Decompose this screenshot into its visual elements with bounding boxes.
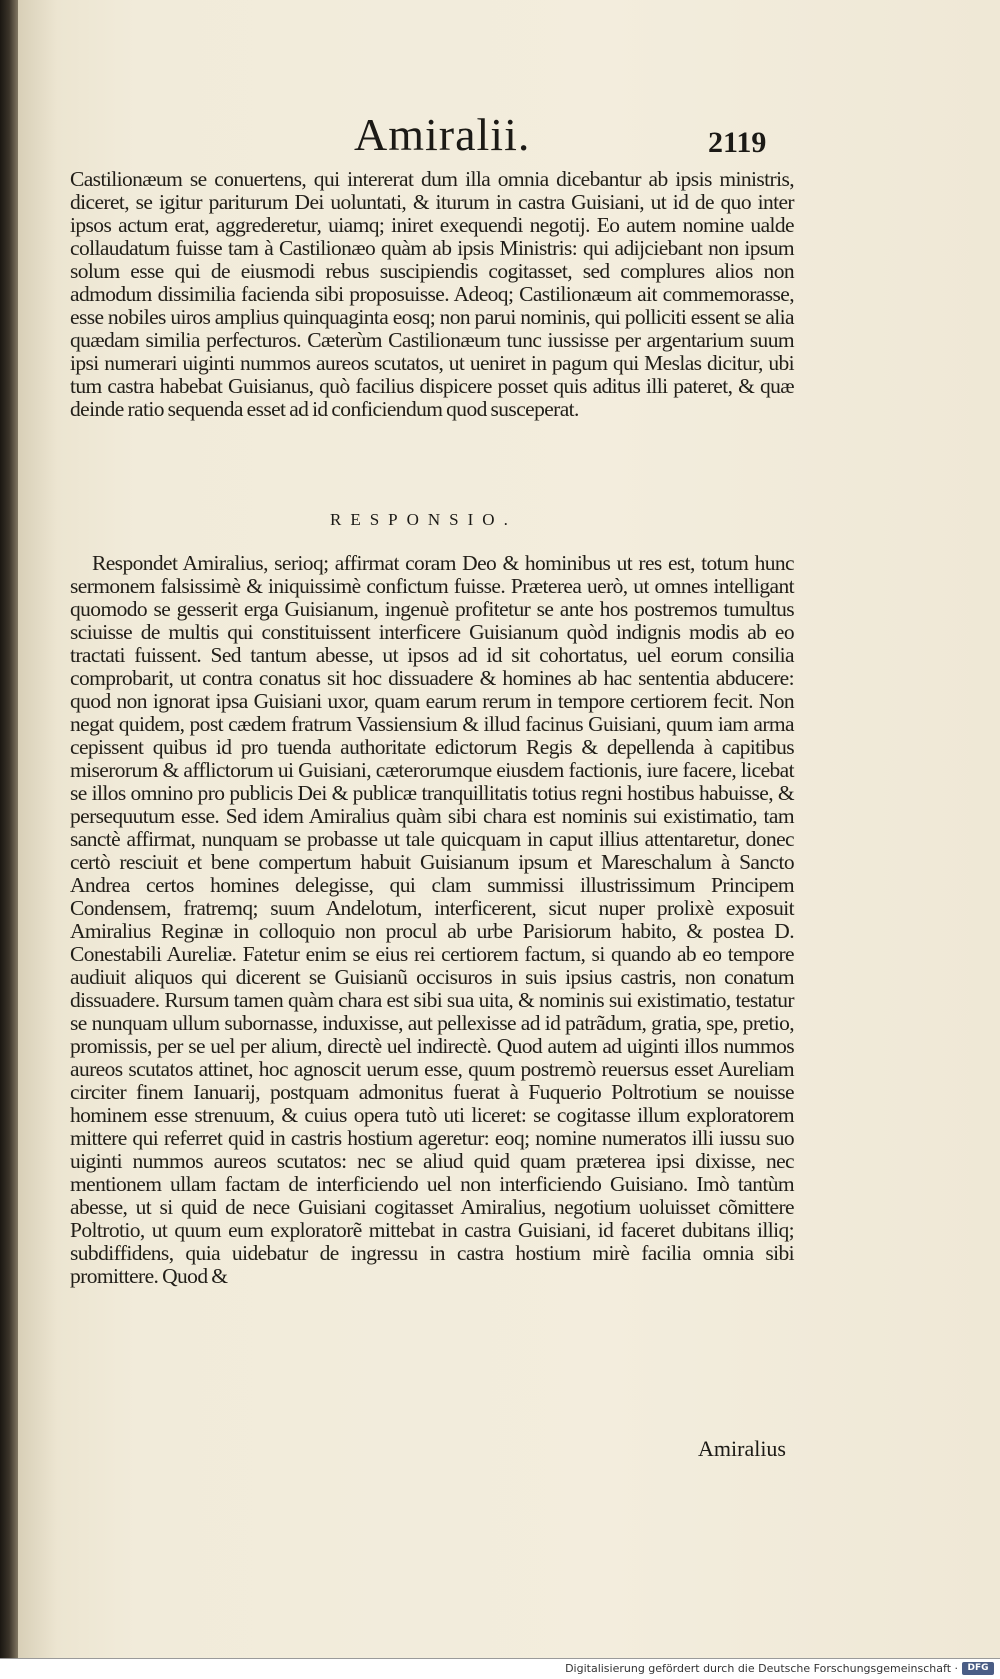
funding-credit: Digitalisierung gefördert durch die Deutsche Forschungsgemeinschaft · bbox=[565, 1662, 958, 1675]
dfg-logo-icon: DFG bbox=[962, 1662, 994, 1675]
catchword: Amiralius bbox=[698, 1436, 786, 1461]
scanned-page bbox=[18, 0, 1000, 1658]
section-heading: RESPONSIO. bbox=[330, 510, 517, 529]
body-paragraph: Respondet Amiralius, serioq; affirmat coram Deo & hominibus ut res est, totum hunc sermonem falsissimè & iniquissimè confictum fuisse. Præterea uerò, ut omnes intelligant quomodo se gesserit erga Guisianum, ingenuè profitetur se ante hos postremos tumultus sciuisse de multis qui constituissent interficere Guisianum quòd indignis modis ab eo tractati fuissent. Sed tantum abesse, ut ipsos ad id sit cohortatus, uel eorum consilia comprobarit, ut contra conatus sit hoc dissuadere & homines ab hac sententia abducere: quod non ignorat ipsa Guisiani uxor, quam earum rerum in tempore certiorem fecit. Non negat quidem, post cædem fratrum Vassiensium & illud facinus Guisiani, quum iam arma cepissent quibus id pro tuenda authoritate edictorum Regis & depellenda à capitibus miserorum & afflictorum ui Guisiani, cæterorumque eiusdem factionis, iure facere, licebat se illos omnino pro publicis Dei & publicæ tranquillitatis totius regni hostibus habuisse, & persequutum esse. Sed idem Amiralius quàm sibi chara est nominis sui existimatio, tam sanctè affirmat, nunquam se probasse ut tale quicquam in caput illius attentaretur, donec certò resciuit et bene compertum habuit Guisianum ipsum et Mareschalum à Sancto Andrea certos homines delegisse, qui clam summissi illustrissimum Principem Condensem, fratremq; suum Andelotum, interficerent, sicut nuper prolixè exposuit Amiralius Reginæ in colloquio non procul ab urbe Parisiorum habito, & postea D. Conestabili Aureliæ. Fatetur enim se eius rei certiorem factum, si quando ab eo tempore audiuit aliquos qui dicerent se Guisianũ occisuros in suis ipsius castris, non conatum dissuadere. Rursum tamen quàm chara est sibi sua uita, & nominis sui existimatio, testatur se nunquam ullum subornasse, induxisse, aut pellexisse ad id patrãdum, gratia, spe, pretio, promissis, per se uel per alium, directè uel indirectè. Quod autem ad uiginti illos nummos aureos scutatos attinet, hoc agnoscit uerum esse, quum postremò reuersus esset Aureliam circiter finem Ianuarij, postquam admonitus fuerat à Fuquerio Poltrotium se nouisse hominem esse strenuum, & cuius opera tutò uti liceret: se cogitasse illum exploratorem mittere qui referret quid in castris hostium ageretur: eoq; nomine numeratos illi iussu suo uiginti nummos aureos scutatos: nec se aliud quid quam præterea ipsi dixisse, nec mentionem ullam factam de interficiendo uel non interficiendo Guisiano. Imò tantùm abesse, ut si quid de nece Guisiani cogitasset Amiralius, negotium uoluisset cõmittere Poltrotio, ut quum eum exploratorẽ mittebat in castra Guisiani, id faceret dubitans illiq; subdiffidens, quia uidebatur de ingressu in castra hostium mirè facilia omnia sibi promittere. Quod & bbox=[70, 551, 794, 1288]
page-number: 2119 bbox=[708, 126, 767, 159]
running-title: Amiralii. bbox=[354, 109, 531, 160]
digitization-footer bbox=[0, 1658, 1000, 1679]
body-paragraph: Castilionæum se conuertens, qui intererat dum illa omnia dicebantur ab ipsis ministris, diceret, se igitur pariturum Dei uoluntati, & iturum in castra Guisiani, ut id de quo inter ipsos actum erat, aggrederetur, uiamq; iniret exequendi negotij. Eo autem nomine ualde collaudatum fuisse tam à Castilionæo quàm ab ipsis Ministris: qui adijciebant non ipsum solum esse qui de eiusmodi rebus suscipiendis cogitasset, sed complures alios non admodum dissimilia facienda sibi proposuisse. Adeoq; Castilionæum ait commemorasse, esse nobiles uiros amplius quinquaginta eosq; non parui nominis, qui polliciti essent se alia quædam similia perfecturos. Cæterùm Castilionæum tunc iussisse per argentarium suum ipsi numerari uiginti nummos aureos scutatos, ut ueniret in pagum qui Meslas dicitur, ubi tum castra habebat Guisianus, quò facilius dispicere posset quis aditus illi pateret, & quæ deinde ratio sequenda esset ad id conficiendum quod susceperat. bbox=[70, 167, 794, 421]
